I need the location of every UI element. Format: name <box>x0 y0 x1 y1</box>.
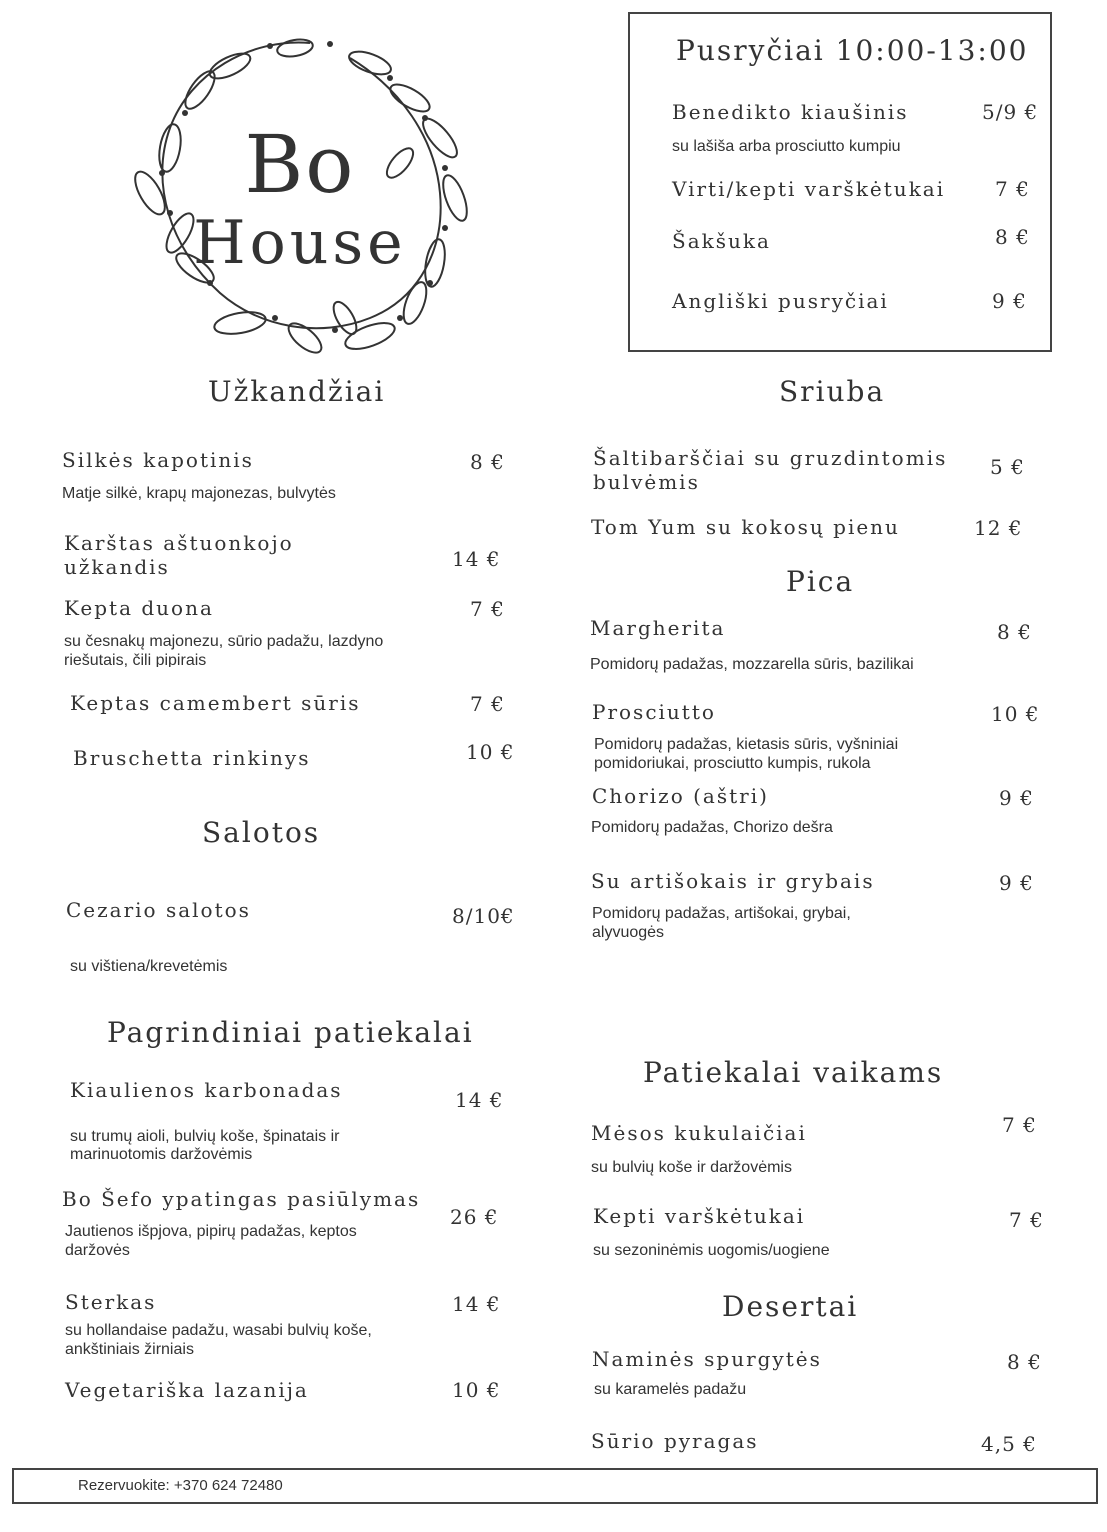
menu-item-price: 26 € <box>450 1205 499 1229</box>
section-title-starters: Užkandžiai <box>208 375 386 408</box>
menu-item-name-line2: bulvėmis <box>593 470 700 494</box>
menu-item-desc-line1: Pomidorų padažas, artišokai, grybai, <box>592 905 851 922</box>
menu-item-desc-line1: Jautienos išpjova, pipirų padažas, keptos <box>65 1223 357 1240</box>
menu-item-desc-line2: ankštiniais žirniais <box>65 1341 194 1358</box>
menu-item-name: Bo Šefo ypatingas pasiūlymas <box>62 1187 421 1211</box>
menu-item-name: Kiaulienos karbonadas <box>70 1078 343 1102</box>
menu-item-price: 8/10€ <box>452 904 515 928</box>
menu-item-desc-line1: su trumų aioli, bulvių koše, špinatais ir <box>70 1128 340 1145</box>
menu-item-name: Su artišokais ir grybais <box>591 869 875 893</box>
menu-item-name: Naminės spurgytės <box>592 1347 822 1371</box>
menu-item-desc: su vištiena/krevetėmis <box>70 958 228 975</box>
section-title-desserts: Desertai <box>722 1290 859 1323</box>
menu-item-desc: Pomidorų padažas, Chorizo dešra <box>591 819 833 836</box>
menu-item-price: 10 € <box>991 702 1040 726</box>
menu-item-price: 14 € <box>452 547 501 571</box>
menu-item-price: 10 € <box>452 1378 501 1402</box>
menu-item-price: 4,5 € <box>981 1432 1037 1456</box>
breakfast-item-price: 8 € <box>995 225 1030 249</box>
section-title-mains: Pagrindiniai patiekalai <box>107 1016 474 1049</box>
menu-item-name: Keptas camembert sūris <box>70 691 361 715</box>
menu-item-desc-line2: riešutais, čili pipirais <box>64 652 207 667</box>
menu-item-name: Sūrio pyragas <box>591 1429 759 1453</box>
breakfast-item-desc: su lašiša arba prosciutto kumpiu <box>672 138 901 155</box>
menu-item-price: 14 € <box>452 1292 501 1316</box>
reservation-text: Rezervuokite: +370 624 72480 <box>78 1477 283 1494</box>
menu-item-desc: su bulvių koše ir daržovėmis <box>591 1159 792 1176</box>
menu-item-name-line1: Karštas aštuonkojo <box>64 531 294 555</box>
menu-item-desc: su karamelės padažu <box>594 1381 747 1398</box>
menu-item-desc-line2: daržovės <box>65 1242 130 1259</box>
menu-item-name: Chorizo (aštri) <box>592 784 769 808</box>
menu-item-name: Prosciutto <box>592 700 716 724</box>
menu-item-price: 12 € <box>974 516 1023 540</box>
section-title-kids: Patiekalai vaikams <box>643 1056 944 1089</box>
menu-item-name: Bruschetta rinkinys <box>73 746 311 770</box>
menu-item-price: 14 € <box>455 1088 504 1112</box>
menu-item-price: 5 € <box>990 455 1025 479</box>
menu-item-desc-line1: Pomidorų padažas, kietasis sūris, vyšniniai <box>594 736 899 753</box>
menu-item-desc: Pomidorų padažas, mozzarella sūris, bazilikai <box>590 656 914 673</box>
breakfast-item-name: Benedikto kiaušinis <box>672 100 909 124</box>
menu-item-price: 9 € <box>999 871 1034 895</box>
menu-item-name: Cezario salotos <box>66 898 251 922</box>
menu-item-name: Kepti varškėtukai <box>593 1204 806 1228</box>
menu-item-desc: su sezoninėmis uogomis/uogiene <box>593 1242 830 1259</box>
menu-item-price: 10 € <box>466 740 515 764</box>
menu-item-price: 8 € <box>997 620 1032 644</box>
menu-item-name-line1: Šaltibarščiai su gruzdintomis <box>593 446 948 470</box>
menu-item-desc-line2: alyvuogės <box>592 924 665 941</box>
menu-item-desc-line2: pomidoriukai, prosciutto kumpis, rukola <box>594 755 871 772</box>
breakfast-item-name: Šakšuka <box>672 229 771 253</box>
menu-item-price: 7 € <box>1002 1113 1037 1137</box>
menu-item-desc-line2: marinuotomis daržovėmis <box>70 1146 253 1163</box>
breakfast-item-price: 7 € <box>995 177 1030 201</box>
logo <box>100 18 500 363</box>
menu-item-price: 8 € <box>470 450 505 474</box>
menu-item-price: 7 € <box>1009 1208 1044 1232</box>
menu-item-price: 7 € <box>470 597 505 621</box>
reservation-footer <box>12 1468 1098 1504</box>
menu-item-desc: Matje silkė, krapų majonezas, bulvytės <box>62 485 336 502</box>
section-title-pizza: Pica <box>786 565 855 598</box>
menu-item-price: 8 € <box>1007 1350 1042 1374</box>
breakfast-item-price: 9 € <box>992 289 1027 313</box>
section-title-salads: Salotos <box>202 816 321 849</box>
menu-item-desc-line1: su hollandaise padažu, wasabi bulvių koše, <box>65 1322 372 1339</box>
menu-item-name: Mėsos kukulaičiai <box>591 1121 807 1145</box>
logo-title-line2: House <box>193 208 407 278</box>
breakfast-item-name: Angliški pusryčiai <box>672 289 889 313</box>
menu-item-name: Tom Yum su kokosų pienu <box>591 515 900 539</box>
breakfast-item-name: Virti/kepti varškėtukai <box>672 177 946 201</box>
menu-item-name: Sterkas <box>65 1290 157 1314</box>
menu-item-name: Silkės kapotinis <box>62 448 254 472</box>
breakfast-title: Pusryčiai 10:00-13:00 <box>676 34 1029 67</box>
menu-item-name: Margherita <box>590 616 726 640</box>
menu-item-price: 9 € <box>999 786 1034 810</box>
breakfast-item-price: 5/9 € <box>982 100 1039 124</box>
menu-item-desc-line1: su česnakų majonezu, sūrio padažu, lazdyno <box>64 633 384 650</box>
logo-title-line1: Bo <box>244 118 356 211</box>
menu-item-name: Kepta duona <box>64 596 214 620</box>
menu-item-name-line2: užkandis <box>64 555 170 579</box>
menu-item-name: Vegetariška lazanija <box>65 1378 309 1402</box>
section-title-soup: Sriuba <box>779 375 886 408</box>
menu-item-price: 7 € <box>470 692 505 716</box>
